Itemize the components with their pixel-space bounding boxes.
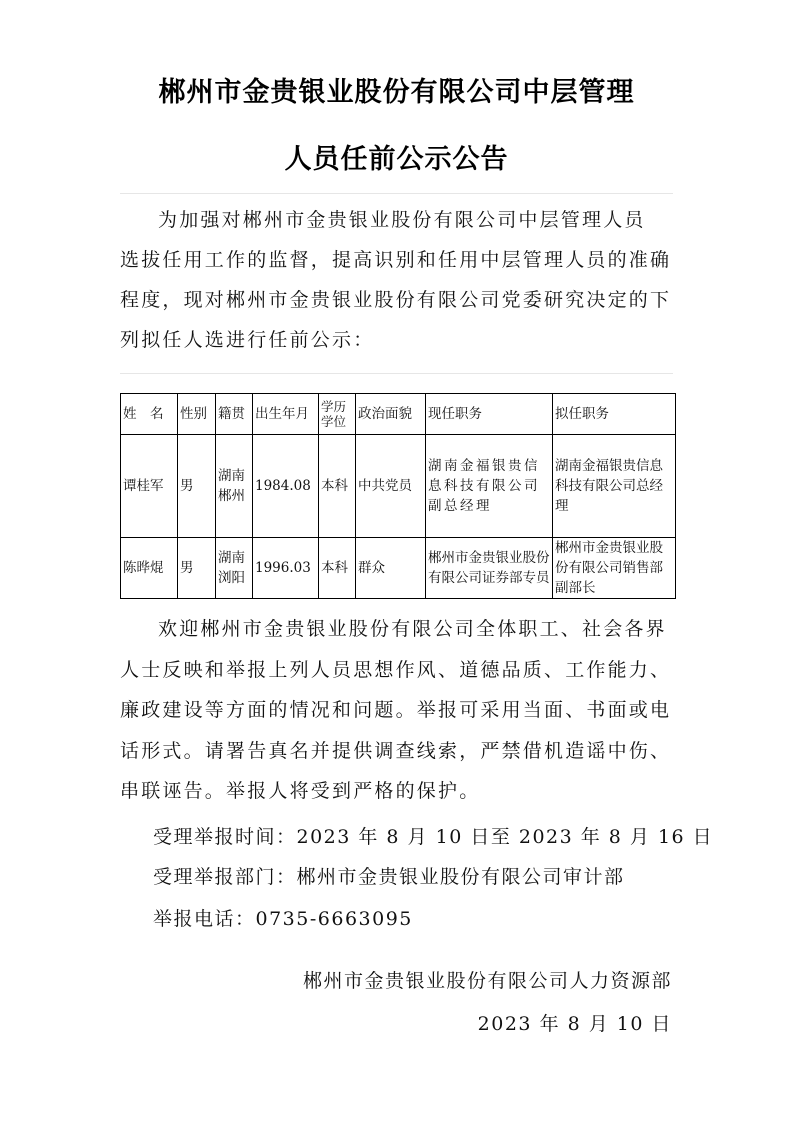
- divider-middle: [120, 373, 673, 374]
- cell-origin: 湖南浏阳: [216, 538, 253, 599]
- table-row: [121, 435, 676, 538]
- intro-line-1: 为加强对郴州市金贵银业股份有限公司中层管理人员: [158, 209, 646, 231]
- candidate-table: [120, 393, 676, 599]
- cell-birth: 1996.03: [253, 538, 319, 599]
- cell-gender: 男: [178, 538, 216, 599]
- cell-politics: 中共党员: [356, 435, 426, 538]
- cell-origin: 湖南郴州: [216, 435, 253, 538]
- cell-education: 本科: [319, 538, 356, 599]
- signature-date: 2023 年 8 月 10 日: [477, 1013, 672, 1035]
- cell-gender: 男: [178, 435, 216, 538]
- body-line-1: 欢迎郴州市金贵银业股份有限公司全体职工、社会各界: [158, 618, 667, 640]
- header-origin: 籍贯: [216, 394, 253, 435]
- header-birth: 出生年月: [253, 394, 319, 435]
- report-time: 受理举报时间：2023 年 8 月 10 日至 2023 年 8 月 16 日: [153, 826, 714, 848]
- intro-line-2: 选拔任用工作的监督，提高识别和任用中层管理人员的准确: [120, 249, 672, 271]
- notice-title-line1: 郴州市金贵银业股份有限公司中层管理: [158, 77, 635, 108]
- header-name: 姓 名: [121, 394, 178, 435]
- cell-name: 陈晔焜: [121, 538, 178, 599]
- body-line-5: 串联诬告。举报人将受到严格的保护。: [120, 780, 481, 802]
- body-line-2: 人士反映和举报上列人员思想作风、道德品质、工作能力、: [120, 658, 672, 681]
- header-proposed-position: 拟任职务: [553, 394, 676, 435]
- body-line-4: 话形式。请署告真名并提供调查线索，严禁借机造谣中伤、: [120, 739, 672, 762]
- table-row: [121, 538, 676, 599]
- body-line-3: 廉政建设等方面的情况和问题。举报可采用当面、书面或电: [120, 699, 672, 721]
- signature-organization: 郴州市金贵银业股份有限公司人力资源部: [302, 970, 672, 992]
- report-phone: 举报电话：0735-6663095: [153, 908, 413, 930]
- cell-birth: 1984.08: [253, 435, 319, 538]
- cell-politics: 群众: [356, 538, 426, 599]
- header-gender: 性别: [178, 394, 216, 435]
- header-education: 学历 学位: [319, 394, 356, 435]
- header-politics: 政治面貌: [356, 394, 426, 435]
- cell-name: 谭桂军: [121, 435, 178, 538]
- intro-line-3: 程度，现对郴州市金贵银业股份有限公司党委研究决定的下: [120, 289, 672, 311]
- table-header-row: [121, 394, 676, 435]
- header-current-position: 现任职务: [426, 394, 553, 435]
- intro-line-4: 列拟任人选进行任前公示：: [120, 329, 375, 351]
- cell-current-position: 湖南金福银贵信息科技有限公司副总经理: [426, 435, 553, 538]
- intro-paragraph: [120, 200, 676, 360]
- cell-education: 本科: [319, 435, 356, 538]
- body-paragraph: [120, 609, 676, 812]
- cell-proposed-position: 湖南金福银贵信息科技有限公司总经理: [553, 435, 676, 538]
- cell-proposed-position: 郴州市金贵银业股份有限公司销售部副部长: [553, 538, 676, 599]
- cell-current-position: 郴州市金贵银业股份有限公司证券部专员: [426, 538, 553, 599]
- notice-title-line2: 人员任前公示公告: [284, 144, 509, 175]
- report-department: 受理举报部门：郴州市金贵银业股份有限公司审计部: [153, 866, 625, 888]
- divider-top: [120, 193, 673, 194]
